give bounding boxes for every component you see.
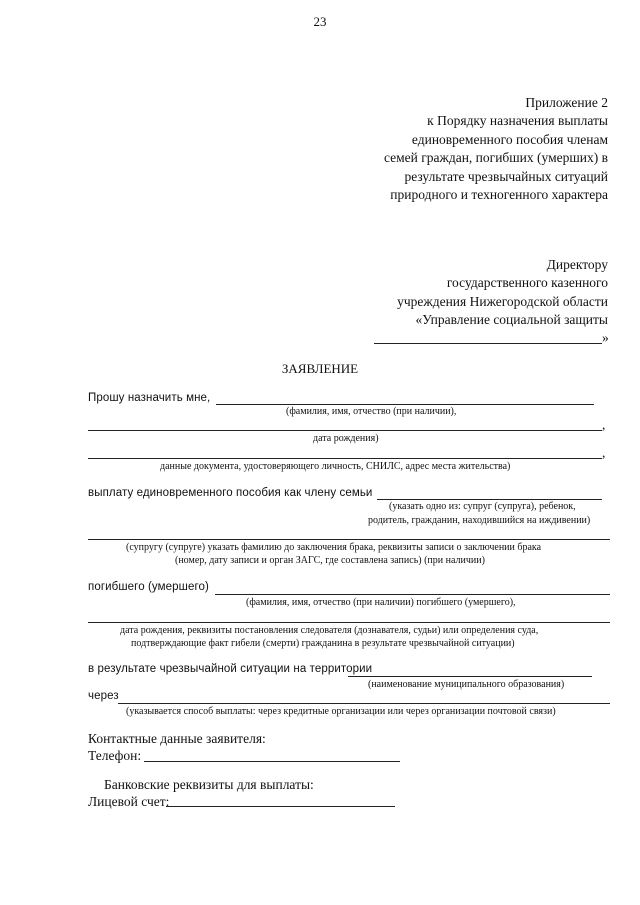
appendix-line: единовременного пособия членам [411, 131, 608, 147]
birth-hint: дата рождения) [313, 433, 379, 444]
relation-hint: (указать одно из: супруг (супруга), ребенок, [389, 501, 576, 512]
bank-label: Банковские реквизиты для выплаты: [104, 777, 314, 792]
addressee-line: Директору [546, 257, 608, 272]
relation-field[interactable] [377, 499, 602, 500]
comma: , [602, 417, 606, 432]
appendix-block [248, 94, 608, 204]
death-details-field[interactable] [88, 622, 610, 623]
death-hint: дата рождения, реквизиты постановления следователя (дознавателя, судьи) или определения суда, [120, 625, 539, 636]
appendix-line: природного и техногенного характера [390, 187, 608, 203]
account-label: Лицевой счет: [88, 794, 170, 809]
phone-field[interactable] [144, 761, 400, 762]
death-hint: подтверждающие факт гибели (смерти) гражданина в результате чрезвычайной ситуации) [131, 638, 515, 649]
contacts-label: Контактные данные заявителя: [88, 731, 266, 746]
via-label: через [88, 690, 119, 702]
payment-label: выплату единовременного пособия как члену семьи [88, 487, 373, 499]
deceased-hint: (фамилия, имя, отчество (при наличии) погибшего (умершего), [246, 597, 516, 608]
spouse-hint: (номер, дату записи и орган ЗАГС, где составлена запись) (при наличии) [175, 555, 485, 566]
appendix-line: к Порядку назначения выплаты [427, 113, 608, 129]
territory-label: в результате чрезвычайной ситуации на территории [88, 663, 373, 675]
spouse-hint: (супругу (супруге) указать фамилию до заключения брака, реквизиты записи о заключении брака [126, 542, 542, 553]
addressee-close-quote: » [602, 330, 609, 345]
birth-field[interactable] [88, 430, 602, 431]
comma: , [602, 445, 606, 460]
document-title: ЗАЯВЛЕНИЕ [281, 361, 359, 376]
territory-field[interactable] [348, 676, 592, 677]
spouse-field[interactable] [88, 539, 610, 540]
document-hint: данные документа, удостоверяющего личность, СНИЛС, адрес места жительства) [160, 461, 511, 472]
appendix-line: результате чрезвычайных ситуаций [404, 168, 608, 184]
appendix-line: Приложение 2 [525, 95, 608, 110]
addressee-block [248, 256, 608, 330]
appendix-line: семей граждан, погибших (умерших) в [383, 150, 608, 166]
account-field[interactable] [166, 806, 395, 807]
deceased-field[interactable] [215, 594, 610, 595]
page-number: 23 [313, 14, 327, 29]
relation-hint: родитель, гражданин, находившийся на иждивении) [368, 515, 591, 526]
addressee-blank-line[interactable] [374, 343, 602, 344]
addressee-line: «Управление социальной защиты [415, 312, 608, 328]
deceased-label: погибшего (умершего) [88, 581, 209, 593]
via-field[interactable] [118, 703, 610, 704]
territory-hint: (наименование муниципального образования) [368, 679, 565, 690]
document-field[interactable] [88, 458, 602, 459]
via-hint: (указывается способ выплаты: через кредитные организации или через организации почтовой связи) [126, 706, 556, 717]
fio-hint: (фамилия, имя, отчество (при наличии), [286, 406, 457, 417]
addressee-line: учреждения Нижегородской области [397, 293, 608, 309]
request-label: Прошу назначить мне, [88, 392, 211, 404]
addressee-line: государственного казенного [446, 275, 608, 291]
fio-field[interactable] [216, 404, 594, 405]
phone-label: Телефон: [88, 748, 142, 763]
